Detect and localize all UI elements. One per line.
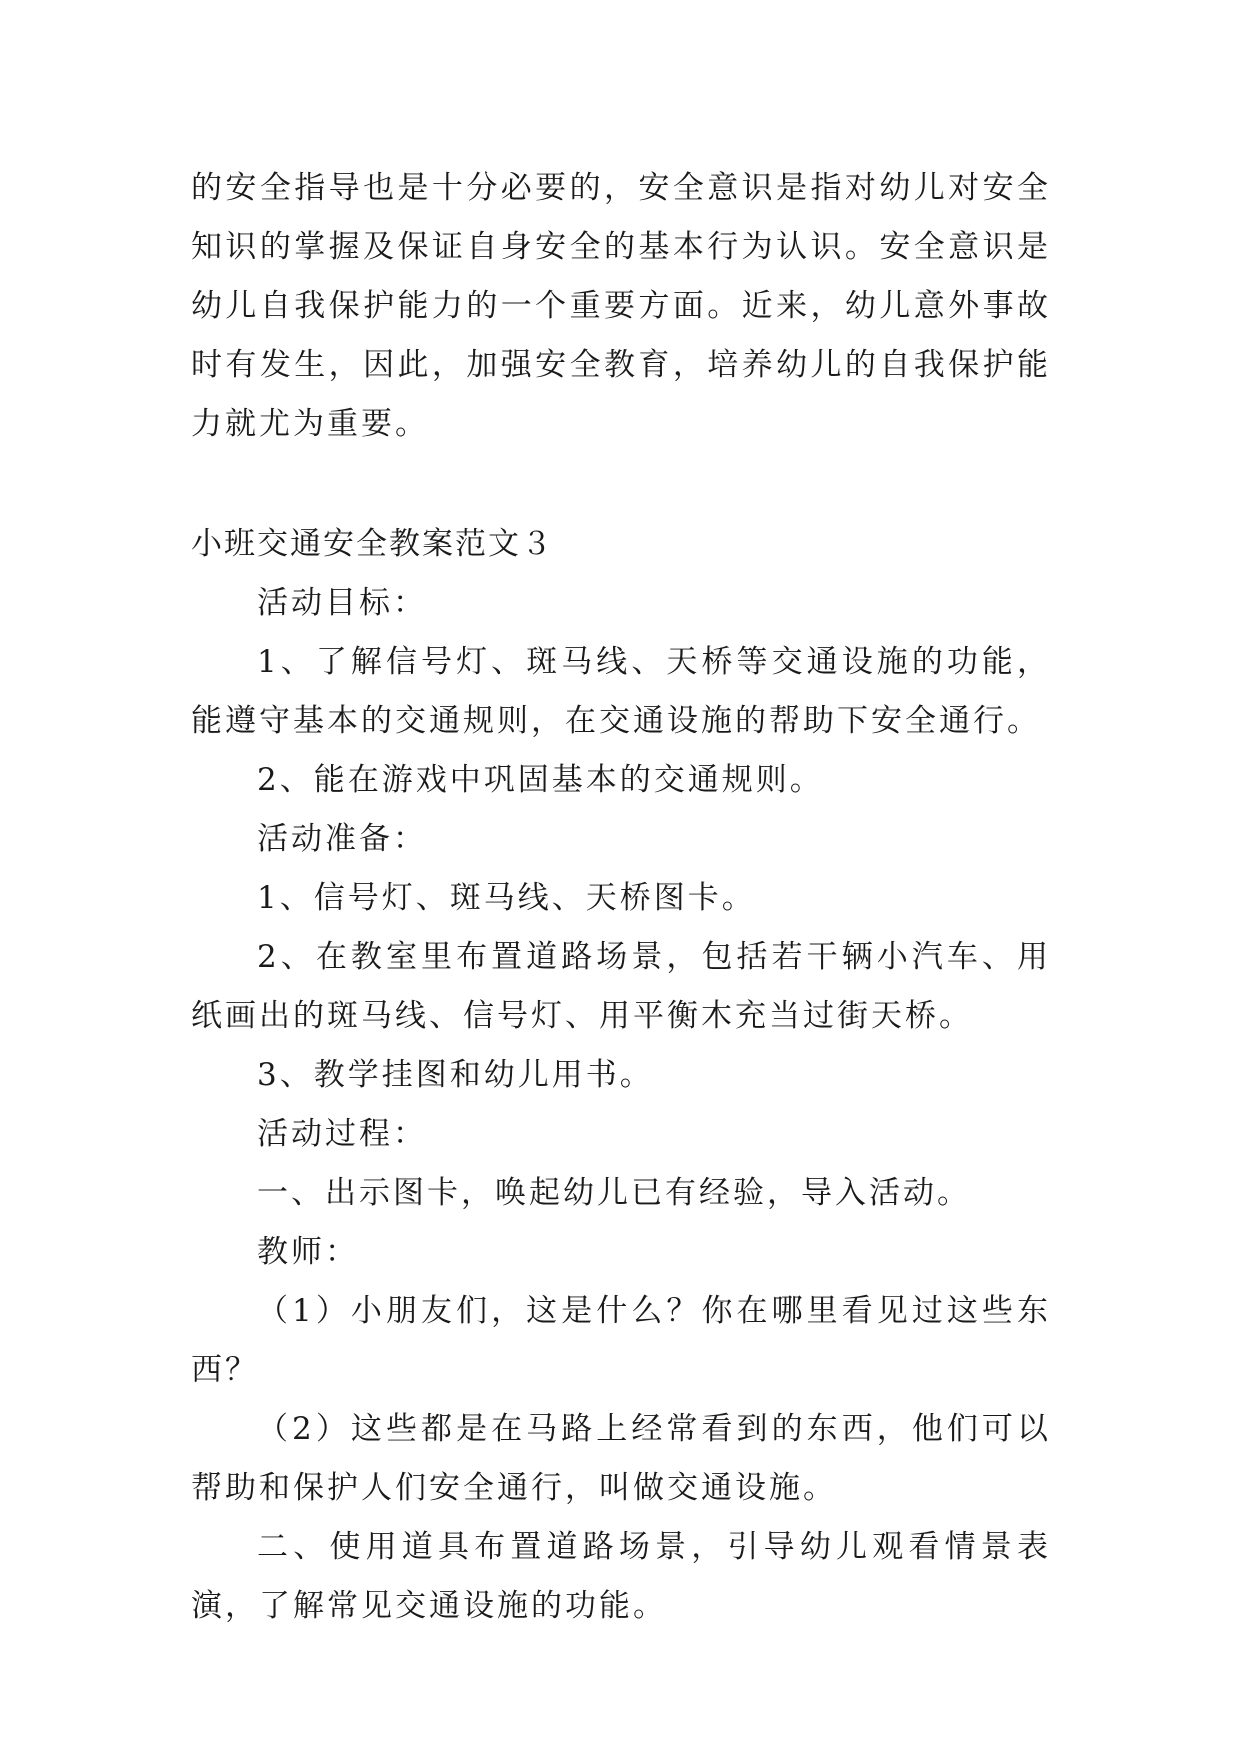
preparation-item-2: 2、在教室里布置道路场景，包括若干辆小汽车、用纸画出的斑马线、信号灯、用平衡木充当过街天桥。 [191, 939, 1051, 1034]
goal-item-2: 2、能在游戏中巩固基本的交通规则。 [257, 762, 824, 798]
preparation-item-3: 3、教学挂图和幼儿用书。 [257, 1057, 654, 1093]
heading-activity-preparation: 活动准备： [257, 821, 427, 857]
document-body [191, 159, 1051, 1636]
process-step-2: 二、使用道具布置道路场景，引导幼儿观看情景表演，了解常见交通设施的功能。 [191, 1529, 1051, 1624]
intro-paragraph: 的安全指导也是十分必要的，安全意识是指对幼儿对安全知识的掌握及保证自身安全的基本行为认识。安全意识是幼儿自我保护能力的一个重要方面。近来，幼儿意外事故时有发生，因此，加强安全教育，培养幼儿的自我保护能力就尤为重要。 [191, 170, 1051, 442]
preparation-item-1: 1、信号灯、斑马线、天桥图卡。 [257, 880, 756, 916]
teacher-label: 教师： [257, 1234, 359, 1270]
heading-activity-process: 活动过程： [257, 1116, 427, 1152]
goal-item-1: 1、了解信号灯、斑马线、天桥等交通设施的功能，能遵守基本的交通规则，在交通设施的帮助下安全通行。 [191, 644, 1051, 739]
teacher-question-2: （2）这些都是在马路上经常看到的东西，他们可以帮助和保护人们安全通行，叫做交通设施。 [191, 1411, 1051, 1506]
section-title: 小班交通安全教案范文３ [191, 526, 554, 562]
heading-activity-goals: 活动目标： [257, 585, 427, 621]
process-step-1: 一、出示图卡，唤起幼儿已有经验，导入活动。 [257, 1175, 971, 1211]
teacher-question-1: （1）小朋友们，这是什么？你在哪里看见过这些东西？ [191, 1293, 1051, 1388]
